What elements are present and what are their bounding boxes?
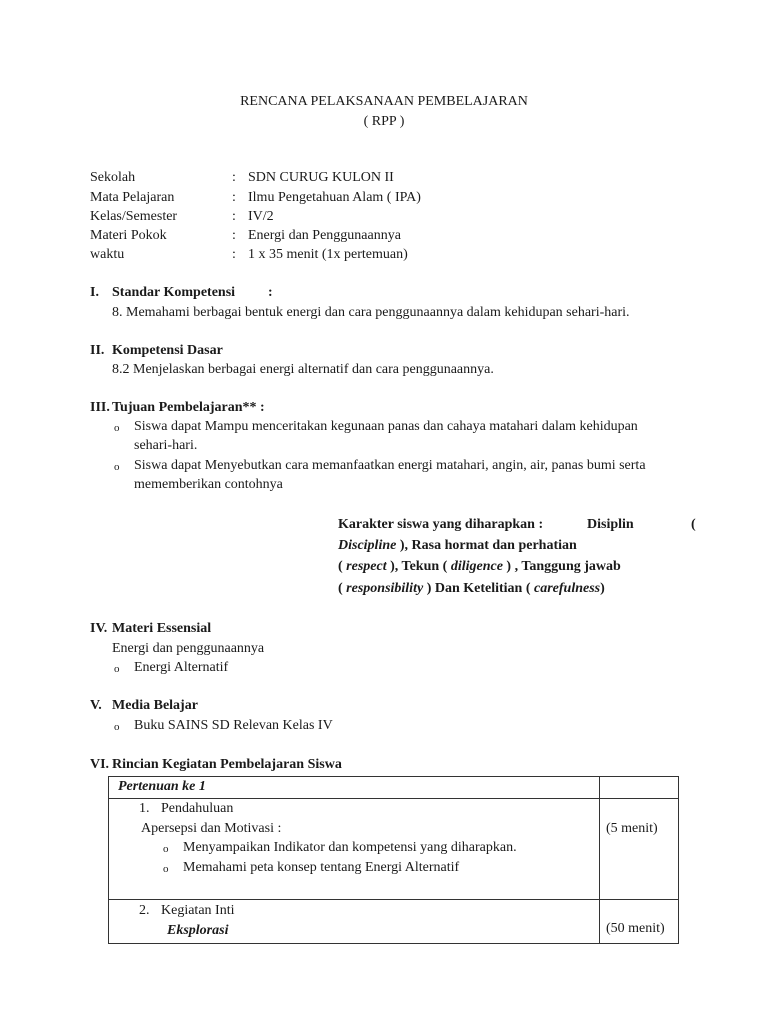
karakter-responsibility: responsibility — [346, 581, 424, 596]
section-number: VI. — [90, 757, 110, 772]
info-value-waktu: 1 x 35 menit (1x pertemuan) — [248, 247, 408, 262]
bullet-icon: o — [163, 863, 169, 875]
step2-sub-eksplorasi: Eksplorasi — [167, 923, 229, 938]
info-value-kelas: IV/2 — [248, 209, 274, 224]
section-title-materi: Materi Essensial — [112, 621, 212, 636]
info-value-sekolah: SDN CURUG KULON II — [248, 170, 394, 185]
karakter-l3-c: ) , Tanggung jawab — [506, 559, 621, 574]
step1-item-1: Menyampaikan Indikator dan kompetensi yang diharapkan. — [183, 840, 517, 855]
karakter-line-3 — [338, 559, 621, 575]
doc-subtitle: ( RPP ) — [363, 114, 405, 129]
standar-text: 8. Memahami berbagai bentuk energi dan cara penggunaannya dalam kehidupan sehari-hari. — [112, 305, 630, 320]
table-row — [109, 777, 679, 799]
tujuan-item-2-line1: Siswa dapat Menyebutkan cara memanfaatkan energi matahari, angin, air, panas bumi serta — [134, 458, 646, 473]
karakter-l3-b: ), Tekun ( — [390, 559, 448, 574]
info-colon: : — [232, 190, 236, 205]
section-number: IV. — [90, 621, 108, 636]
info-label-sekolah: Sekolah — [90, 170, 136, 185]
step-sub-apersepsi: Apersepsi dan Motivasi : — [141, 821, 282, 836]
step-title-kegiatan-inti: Kegiatan Inti — [161, 903, 235, 918]
karakter-paren: ( — [338, 559, 343, 574]
kompetensi-text: 8.2 Menjelaskan berbagai energi alternatif dan cara penggunaannya. — [112, 362, 494, 377]
section-title-kompetensi: Kompetensi Dasar — [112, 343, 223, 358]
info-colon: : — [232, 228, 236, 243]
info-colon: : — [232, 170, 236, 185]
section-number: V. — [90, 698, 102, 713]
karakter-carefulness: carefulness — [534, 581, 601, 596]
section-title-standar: Standar Kompetensi — [112, 285, 236, 300]
table-header: Pertenuan ke 1 — [118, 779, 206, 794]
bullet-icon: o — [114, 461, 120, 473]
section-title-rincian: Rincian Kegiatan Pembelajaran Siswa — [112, 757, 342, 772]
step1-item-2: Memahami peta konsep tentang Energi Alternatif — [183, 860, 460, 875]
tujuan-item-1-line2: sehari-hari. — [134, 438, 198, 453]
bullet-icon: o — [114, 663, 120, 675]
karakter-l4-b: ) Dan Ketelitian ( — [426, 581, 531, 596]
table-cell — [109, 900, 600, 944]
table-row — [109, 900, 679, 944]
doc-title: RENCANA PELAKSANAAN PEMBELAJARAN — [240, 94, 528, 109]
materi-text: Energi dan penggunaannya — [112, 641, 265, 656]
karakter-diligence: diligence — [450, 559, 503, 574]
step-number: 1. — [139, 801, 150, 816]
karakter-respect: respect — [346, 559, 387, 574]
karakter-discipline: Discipline — [338, 538, 397, 553]
info-label-kelas: Kelas/Semester — [90, 209, 178, 224]
table-cell — [600, 777, 679, 799]
table-cell — [109, 777, 600, 799]
section-title-tujuan: Tujuan Pembelajaran** : — [112, 400, 265, 415]
karakter-paren: ( — [691, 517, 696, 532]
tujuan-item-1-line1: Siswa dapat Mampu menceritakan kegunaan panas dan cahaya matahari dalam kehidupan — [134, 419, 638, 434]
section-colon: : — [268, 285, 273, 300]
info-label-materi: Materi Pokok — [90, 228, 167, 243]
info-value-materi: Energi dan Penggunaannya — [248, 228, 401, 243]
bullet-icon: o — [114, 422, 120, 434]
karakter-label: Karakter siswa yang diharapkan : — [338, 517, 544, 532]
step-number: 2. — [139, 903, 150, 918]
media-item: Buku SAINS SD Relevan Kelas IV — [134, 718, 333, 733]
section-number: III. — [90, 400, 110, 415]
karakter-line-2 — [338, 538, 577, 554]
info-label-waktu: waktu — [90, 247, 125, 262]
section-title-media: Media Belajar — [112, 698, 198, 713]
table-cell — [600, 799, 679, 900]
karakter-paren: ( — [338, 581, 343, 596]
info-label-mapel: Mata Pelajaran — [90, 190, 175, 205]
info-colon: : — [232, 247, 236, 262]
info-value-mapel: Ilmu Pengetahuan Alam ( IPA) — [248, 190, 421, 205]
section-number: I. — [90, 285, 99, 300]
karakter-l4-c: ) — [600, 581, 605, 596]
rincian-table — [108, 776, 679, 944]
table-row — [109, 799, 679, 900]
karakter-disiplin: Disiplin — [587, 517, 634, 532]
step1-time: (5 menit) — [606, 821, 658, 836]
step-title-pendahuluan: Pendahuluan — [161, 801, 234, 816]
info-colon: : — [232, 209, 236, 224]
bullet-icon: o — [163, 843, 169, 855]
table-cell — [600, 900, 679, 944]
karakter-line-4 — [338, 581, 605, 597]
bullet-icon: o — [114, 721, 120, 733]
tujuan-item-2-line2: mememberikan contohnya — [134, 477, 283, 492]
table-cell — [109, 799, 600, 900]
karakter-l2-rest: ), Rasa hormat dan perhatian — [399, 538, 577, 553]
section-number: II. — [90, 343, 105, 358]
step2-time: (50 menit) — [606, 921, 665, 936]
materi-item: Energi Alternatif — [134, 660, 229, 675]
